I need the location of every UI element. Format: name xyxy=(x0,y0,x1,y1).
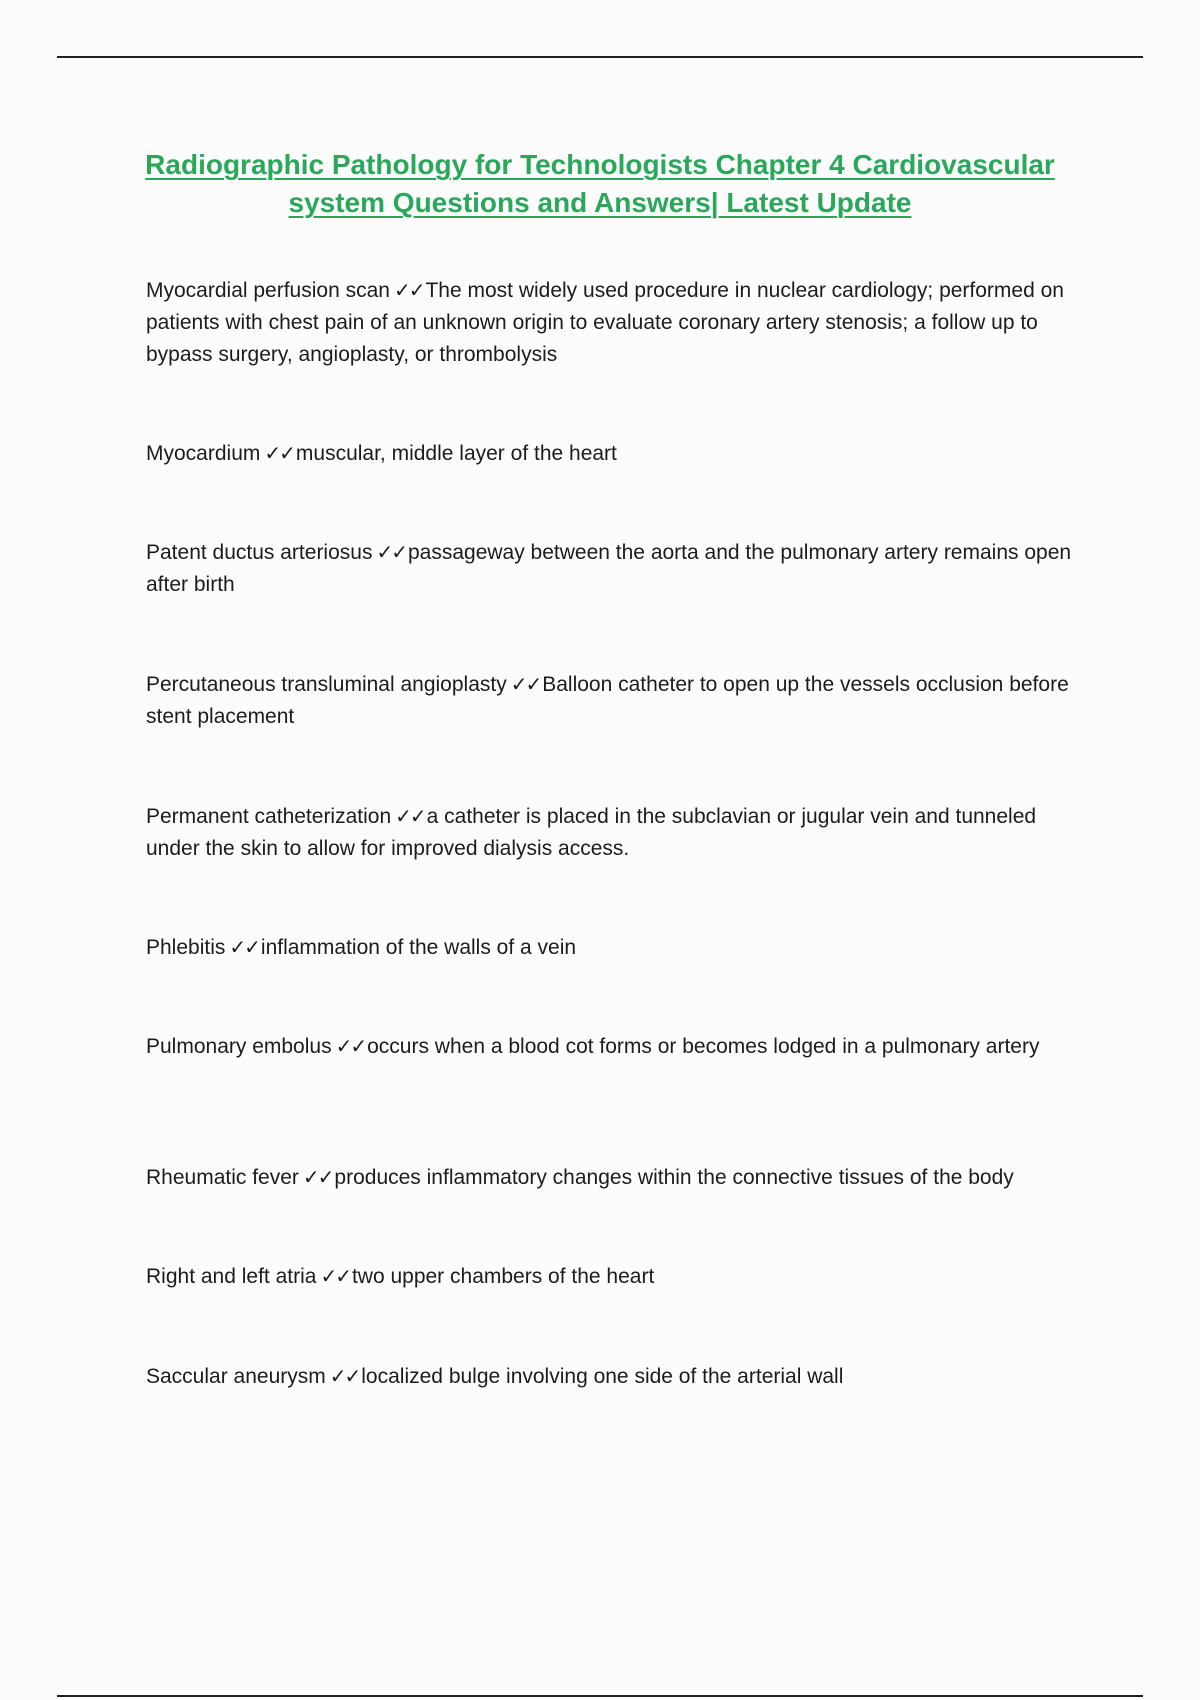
double-check-icon: ✓✓ xyxy=(302,1165,333,1189)
qa-entry xyxy=(146,1161,1086,1194)
entry-term: Rheumatic fever xyxy=(146,1166,299,1189)
qa-entry xyxy=(146,931,1086,964)
double-check-icon: ✓✓ xyxy=(376,540,406,564)
entry-term: Pulmonary embolus xyxy=(146,1035,332,1058)
double-check-icon: ✓✓ xyxy=(264,441,294,465)
qa-entry xyxy=(146,1260,1086,1293)
entry-definition: a catheter is placed in the subclavian or jugular vein and tunneled under the skin to allow for improved dialysis access. xyxy=(146,805,1037,860)
qa-entry xyxy=(146,800,1086,865)
double-check-icon: ✓✓ xyxy=(329,1364,360,1388)
entry-definition: occurs when a blood cot forms or becomes lodged in a pulmonary artery xyxy=(367,1035,1040,1058)
double-check-icon: ✓✓ xyxy=(510,672,541,696)
footer-rule xyxy=(57,1695,1143,1697)
double-check-icon: ✓✓ xyxy=(335,1034,366,1058)
entry-definition: inflammation of the walls of a vein xyxy=(260,936,577,959)
entry-definition: passageway between the aorta and the pulmonary artery remains open after birth xyxy=(146,541,1072,596)
entry-definition: Balloon catheter to open up the vessels occlusion before stent placement xyxy=(146,673,1069,728)
entry-definition: produces inflammatory changes within the connective tissues of the body xyxy=(334,1166,1014,1189)
entry-definition: muscular, middle layer of the heart xyxy=(295,442,617,465)
double-check-icon: ✓✓ xyxy=(393,278,424,302)
entry-definition: The most widely used procedure in nuclear cardiology; performed on patients with chest pain of an unknown origin to evaluate coronary artery stenosis; a follow up to bypass surgery, angioplasty, or thrombolysis xyxy=(146,279,1064,366)
double-check-icon: ✓✓ xyxy=(320,1264,350,1288)
entry-term: Myocardial perfusion scan xyxy=(146,279,390,302)
entry-term: Phlebitis xyxy=(146,936,226,959)
qa-entry xyxy=(146,1030,1086,1063)
double-check-icon: ✓✓ xyxy=(395,804,425,828)
qa-entry xyxy=(146,1360,1086,1393)
entry-term: Right and left atria xyxy=(146,1265,317,1288)
document-title: Radiographic Pathology for Technologists Chapter 4 Cardiovascular system Questions and Answers| Latest Update xyxy=(145,149,1055,218)
entry-term: Saccular aneurysm xyxy=(146,1365,326,1388)
qa-entry xyxy=(146,536,1086,601)
entry-term: Percutaneous transluminal angioplasty xyxy=(146,673,507,696)
qa-entry xyxy=(146,668,1086,733)
entry-definition: two upper chambers of the heart xyxy=(351,1265,655,1288)
header-rule xyxy=(57,56,1143,58)
entry-term: Myocardium xyxy=(146,442,261,465)
double-check-icon: ✓✓ xyxy=(229,935,259,959)
entry-definition: localized bulge involving one side of the arterial wall xyxy=(361,1365,844,1388)
qa-entry xyxy=(146,274,1086,371)
qa-entry xyxy=(146,437,1086,470)
entry-term: Permanent catheterization xyxy=(146,805,392,828)
entry-term: Patent ductus arteriosus xyxy=(146,541,373,564)
